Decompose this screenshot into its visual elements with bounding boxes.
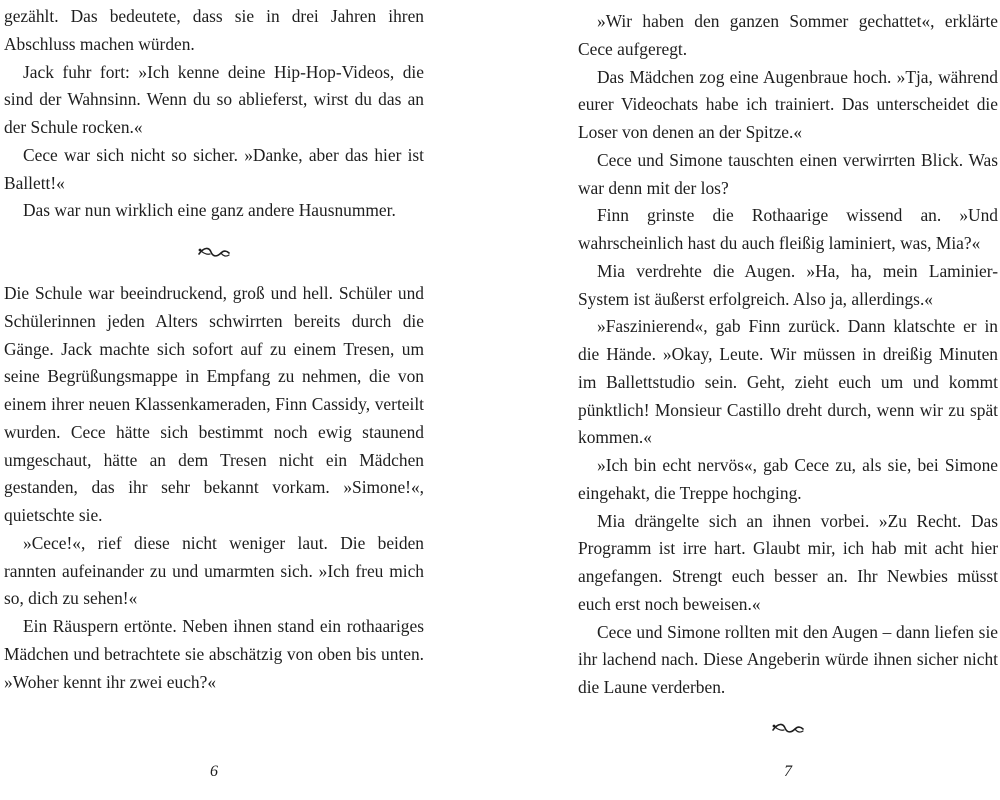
left-page	[4, 0, 424, 800]
paragraph: Mia verdrehte die Augen. »Ha, ha, mein Laminier-System ist äußerst erfolgreich. Also ja, allerdings.«	[578, 260, 998, 309]
paragraph: Jack fuhr fort: »Ich kenne deine Hip-Hop-Videos, die sind der Wahnsinn. Wenn du so ablieferst, wirst du das an der Schule rocken.«	[4, 61, 424, 137]
paragraph: »Wir haben den ganzen Sommer gechattet«, erklärte Cece aufgeregt.	[578, 11, 998, 59]
left-page-text	[4, 0, 424, 696]
page-number: 6	[210, 763, 218, 780]
paragraph: Ein Räuspern ertönte. Neben ihnen stand ein rothaariges Mädchen und betrachtete sie abschätzig von oben bis unten. »Woher kennt ihr zwei euch?«	[4, 616, 424, 692]
paragraph: gezählt. Das bedeutete, dass sie in drei Jahren ihren Abschluss machen würden.	[4, 6, 424, 54]
section-break-ornament	[4, 225, 424, 280]
paragraph: »Cece!«, rief diese nicht weniger laut. Die beiden rannten aufeinander zu und umarmten sich. »Ich freu mich so, dich zu sehen!«	[4, 532, 424, 609]
flourish-ornament-icon	[771, 721, 805, 737]
paragraph: Finn grinste die Rothaarige wissend an. »Und wahrscheinlich hast du auch fleißig laminiert, was, Mia?«	[578, 205, 998, 253]
right-page-text	[578, 0, 998, 757]
right-page	[578, 0, 998, 800]
paragraph: Cece und Simone rollten mit den Augen – dann liefen sie ihr lachend nach. Diese Angeberin würde ihnen sicher nicht die Laune verderben.	[578, 621, 998, 697]
paragraph: Mia drängelte sich an ihnen vorbei. »Zu Recht. Das Programm ist irre hart. Glaubt mir, ich hab mit acht hier angefangen. Strengt euch besser an. Ihr Newbies müsst euch erst noch beweisen.«	[578, 510, 998, 614]
paragraph: Die Schule war beeindruckend, groß und hell. Schüler und Schülerinnen jeden Alters schwirrten bereits durch die Gänge. Jack machte sich sofort auf zu einem Tresen, um seine Begrüßungsmappe in Empfang zu nehmen, die von einem ihrer neuen Klassenkameraden, Finn Cassidy, verteilt wurden. Cece hätte sich bestimmt noch ewig staunend umgeschaut, hätte an dem Tresen nicht ein Mädchen gestanden, das ihr sehr bekannt vorkam. »Simone!«, quietschte sie.	[4, 283, 424, 525]
page-number: 7	[784, 763, 792, 780]
paragraph: Das war nun wirklich eine ganz andere Hausnummer.	[23, 200, 396, 221]
flourish-ornament-icon	[197, 245, 231, 261]
paragraph: »Faszinierend«, gab Finn zurück. Dann klatschte er in die Hände. »Okay, Leute. Wir müssen in dreißig Minuten im Ballettstudio sein. Geht, zieht euch um und kommt pünktlich! Monsieur Castillo dreht durch, wenn wir zu spät kommen.«	[578, 316, 998, 448]
paragraph: Cece und Simone tauschten einen verwirrten Blick. Was war denn mit der los?	[578, 149, 998, 198]
paragraph: Das Mädchen zog eine Augenbraue hoch. »Tja, während eurer Videochats habe ich trainiert. Das unterscheidet die Loser von denen an der Spitze.«	[578, 66, 998, 142]
section-break-ornament	[578, 702, 998, 757]
paragraph: »Ich bin echt nervös«, gab Cece zu, als sie, bei Simone eingehakt, die Treppe hochging.	[578, 455, 998, 503]
paragraph: Cece war sich nicht so sicher. »Danke, aber das hier ist Ballett!«	[4, 144, 424, 193]
